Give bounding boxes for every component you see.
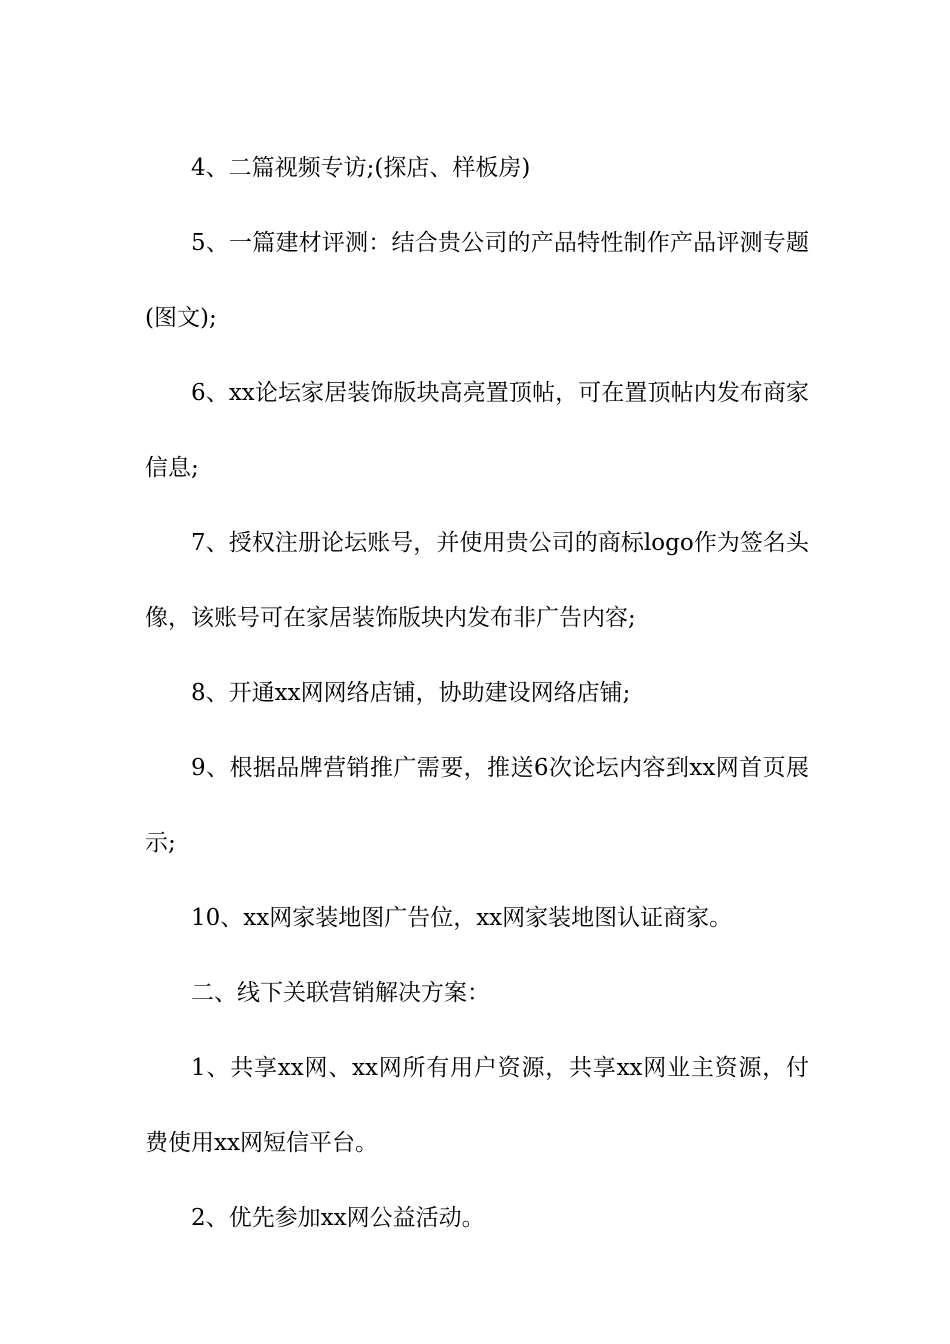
paragraph-item-8: 8、开通xx网网络店铺，协助建设网络店铺; [191,680,631,706]
paragraph-item-4: 4、二篇视频专访;(探店、样板房) [191,155,531,181]
paragraph-item-5: 5、一篇建材评测：结合贵公司的产品特性制作产品评测专题(图文); [145,230,809,331]
paragraph-item-7: 7、授权注册论坛账号，并使用贵公司的商标logo作为签名头像，该账号可在家居装饰版块内发布非广告内容; [145,530,809,631]
paragraph-item-6: 6、xx论坛家居装饰版块高亮置顶帖，可在置顶帖内发布商家信息; [145,380,809,481]
paragraph-item-10: 10、xx网家装地图广告位，xx网家装地图认证商家。 [191,905,733,931]
paragraph-offline-2: 2、优先参加xx网公益活动。 [191,1205,485,1231]
paragraph-offline-1: 1、共享xx网、xx网所有用户资源，共享xx网业主资源，付费使用xx网短信平台。 [145,1055,809,1156]
document-body [145,131,809,1256]
paragraph-item-9: 9、根据品牌营销推广需要，推送6次论坛内容到xx网首页展示; [145,755,809,856]
section-heading-offline: 二、线下关联营销解决方案： [191,980,490,1006]
